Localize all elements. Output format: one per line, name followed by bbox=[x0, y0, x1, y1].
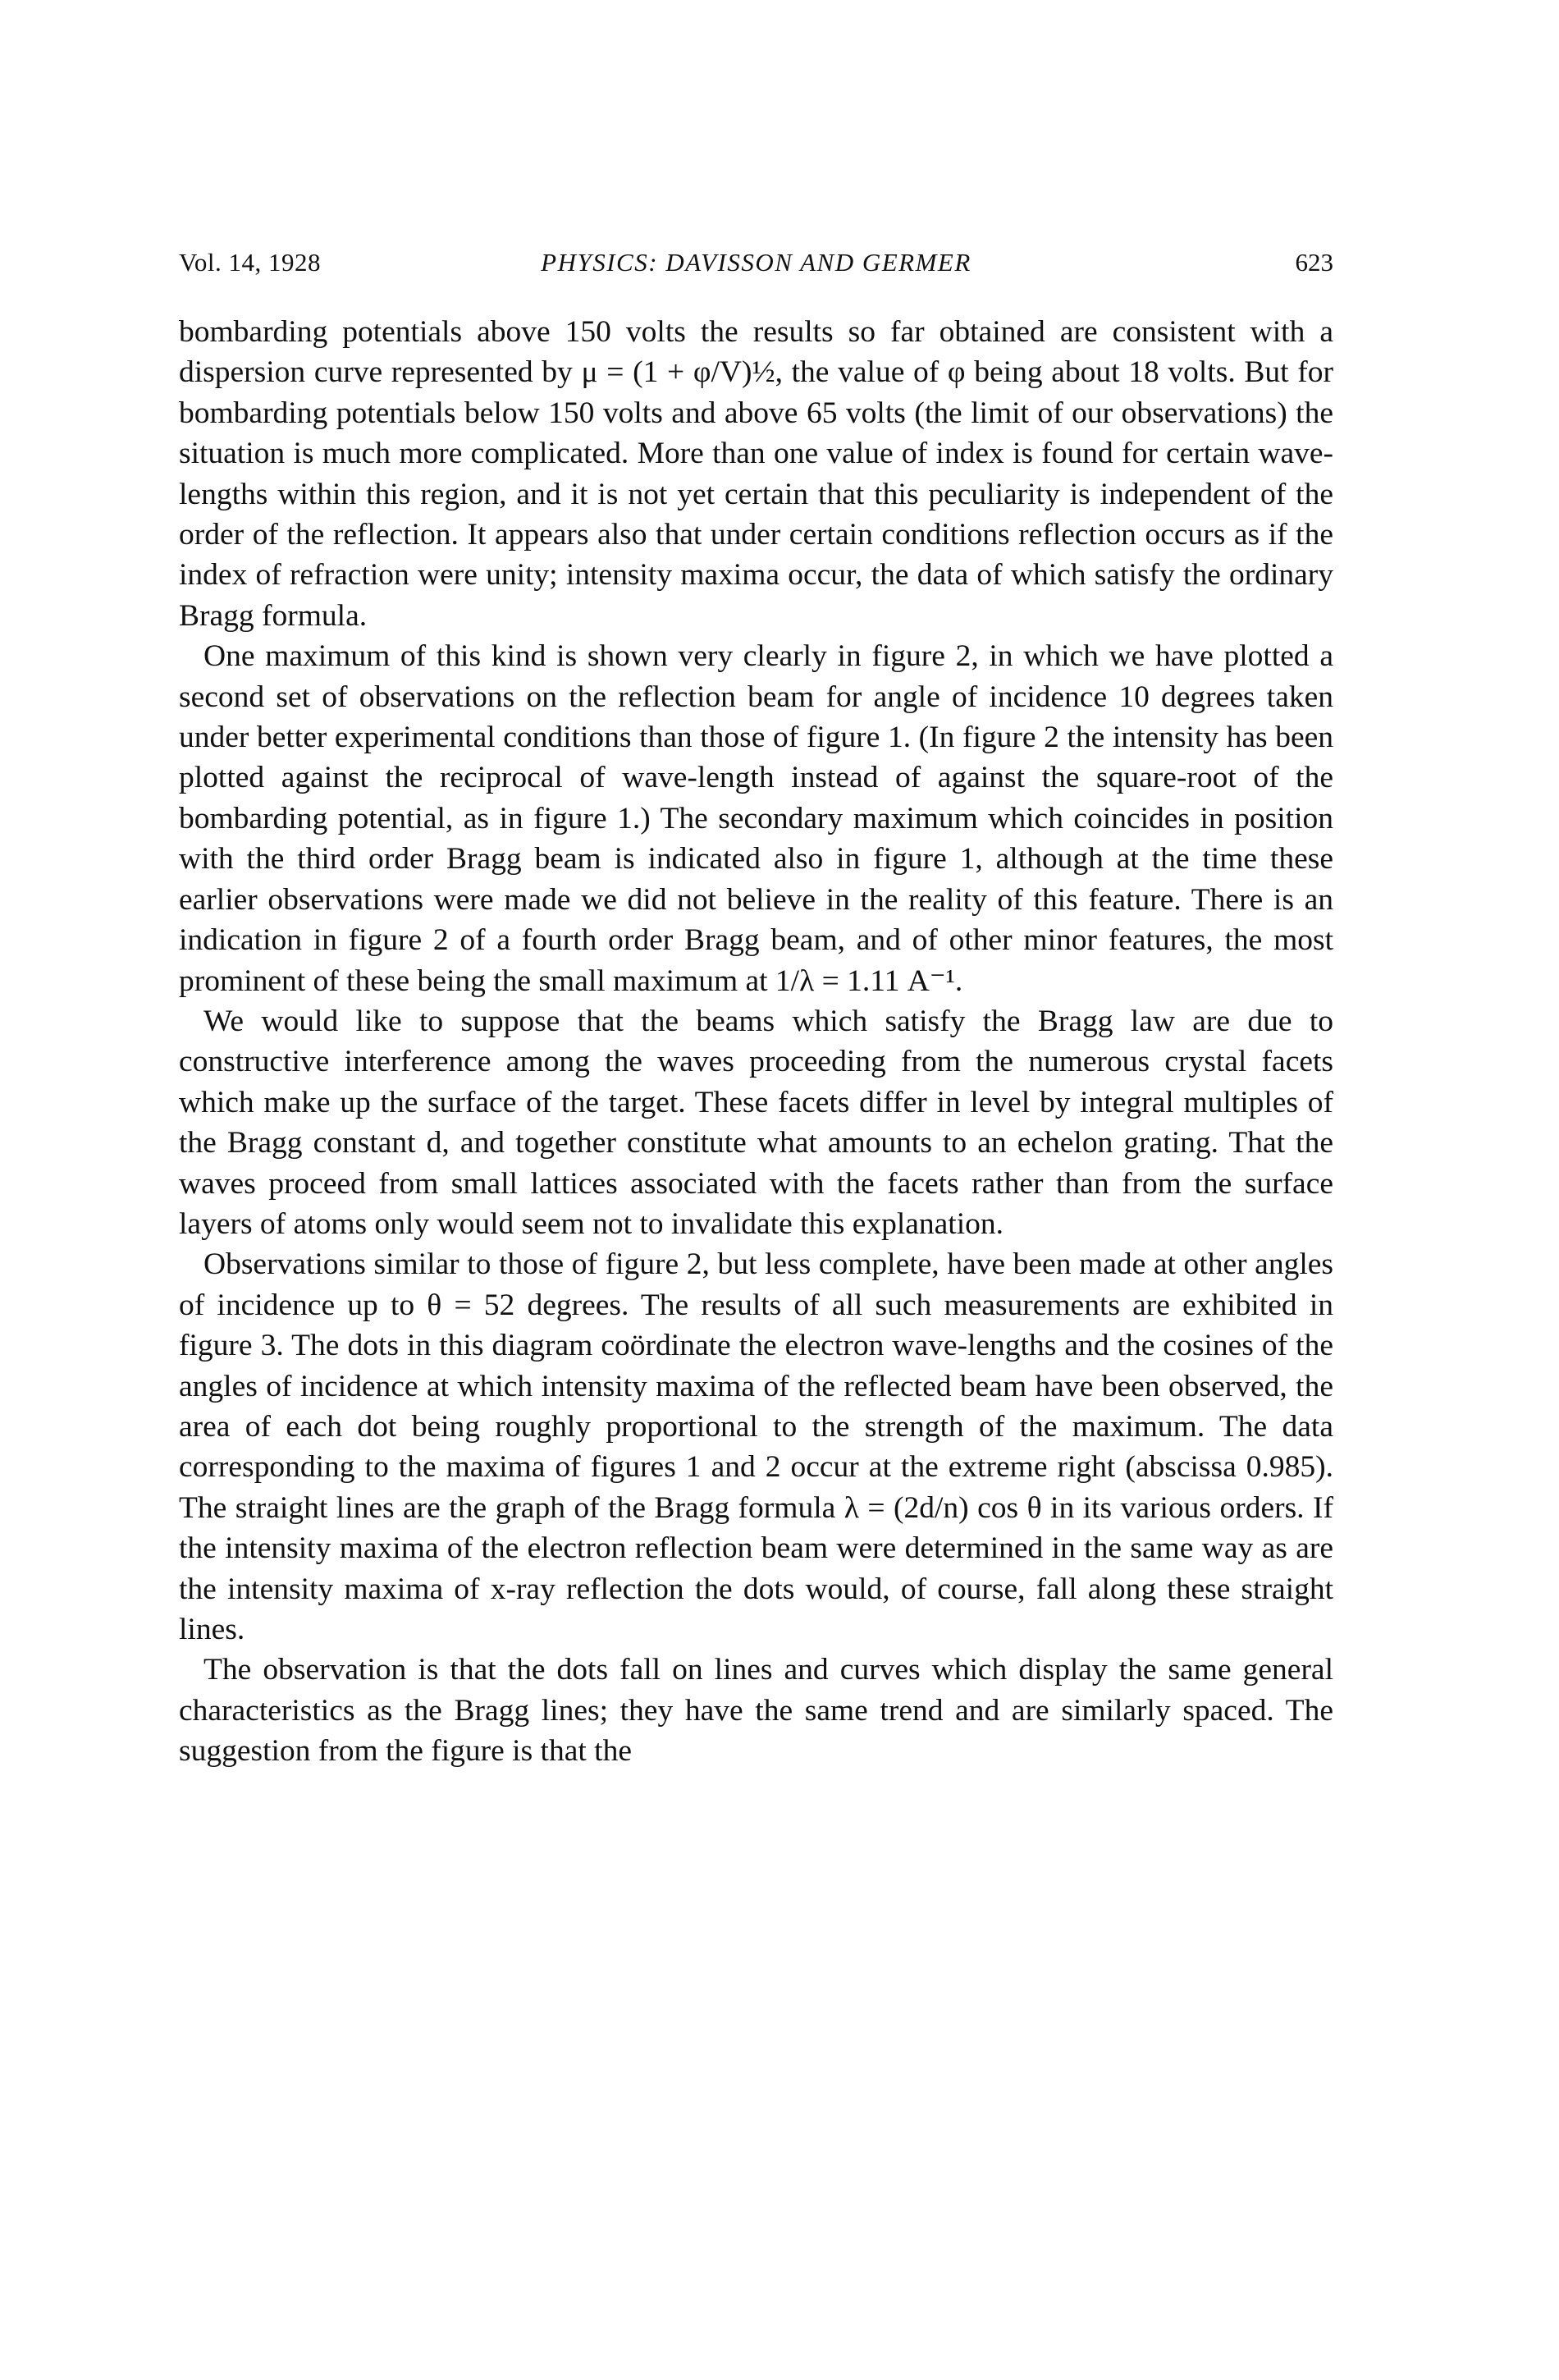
paragraph-echelon-grating: We would like to suppose that the beams which satisfy the Bragg law are due to constructive interference among the waves proceeding from the numerous crystal facets which make up the surface of the target. These facets differ in level by integral multiples of the Bragg constant d, and together constitute what amounts to an echelon grating. That the waves proceed from small lattices associated with the facets rather than from the surface layers of atoms only would seem not to invalidate this explanation. bbox=[179, 1004, 1333, 1241]
paragraph-figure-3: Observations similar to those of figure 2, but less complete, have been made at other angles of incidence up to θ = 52 degrees. The results of all such measurements are exhibited in figure 3. The dots in this diagram coördinate the electron wave-lengths and the cosines of the angles of incidence at which intensity maxima of the reflected beam have been observed, the area of each dot being roughly proportional to the strength of the maximum. The data corresponding to the maxima of figures 1 and 2 occur at the extreme right (abscissa 0.985). The straight lines are the graph of the Bragg formula λ = (2d/n) cos θ in its various orders. If the intensity maxima of the electron reflection beam were determined in the same way as are the intensity maxima of x-ray reflection the dots would, of course, fall along these straight lines. bbox=[179, 1247, 1333, 1646]
page-number: 623 bbox=[1295, 248, 1333, 277]
running-title: PHYSICS: DAVISSON AND GERMER bbox=[541, 248, 972, 277]
running-head bbox=[179, 245, 1333, 281]
paragraph-figure-2: One maximum of this kind is shown very clearly in figure 2, in which we have plotted a second set of observations on the reflection beam for angle of incidence 10 degrees taken under better experimental conditions than those of figure 1. (In figure 2 the intensity has been plotted against the reciprocal of wave-length instead of against the square-root of the bombarding potential, as in figure 1.) The secondary maximum which coincides in position with the third order Bragg beam is indicated also in figure 1, although at the time these earlier observations were made we did not believe in the reality of this feature. There is an indication in figure 2 of a fourth order Bragg beam, and of other minor features, the most prominent of these being the small maximum at 1/λ = 1.11 A⁻¹. bbox=[179, 639, 1333, 998]
article-body bbox=[179, 312, 1333, 1772]
paragraph-observation: The observation is that the dots fall on lines and curves which display the same general characteristics as the Bragg lines; they have the same trend and are similarly spaced. The suggestion from the figure is that the bbox=[179, 1653, 1333, 1769]
paragraph-dispersion: bombarding potentials above 150 volts the results so far obtained are consistent with a dispersion curve represented by μ = (1 + φ/V)½, the value of φ being about 18 volts. But for bombarding potentials below 150 volts and above 65 volts (the limit of our observations) the situation is much more complicated. More than one value of index is found for certain wave-lengths within this region, and it is not yet certain that this peculiarity is independent of the order of the reflection. It appears also that under certain conditions reflection occurs as if the index of refraction were unity; intensity maxima occur, the data of which satisfy the ordinary Bragg formula. bbox=[179, 315, 1333, 633]
volume-year: Vol. 14, 1928 bbox=[179, 248, 322, 277]
